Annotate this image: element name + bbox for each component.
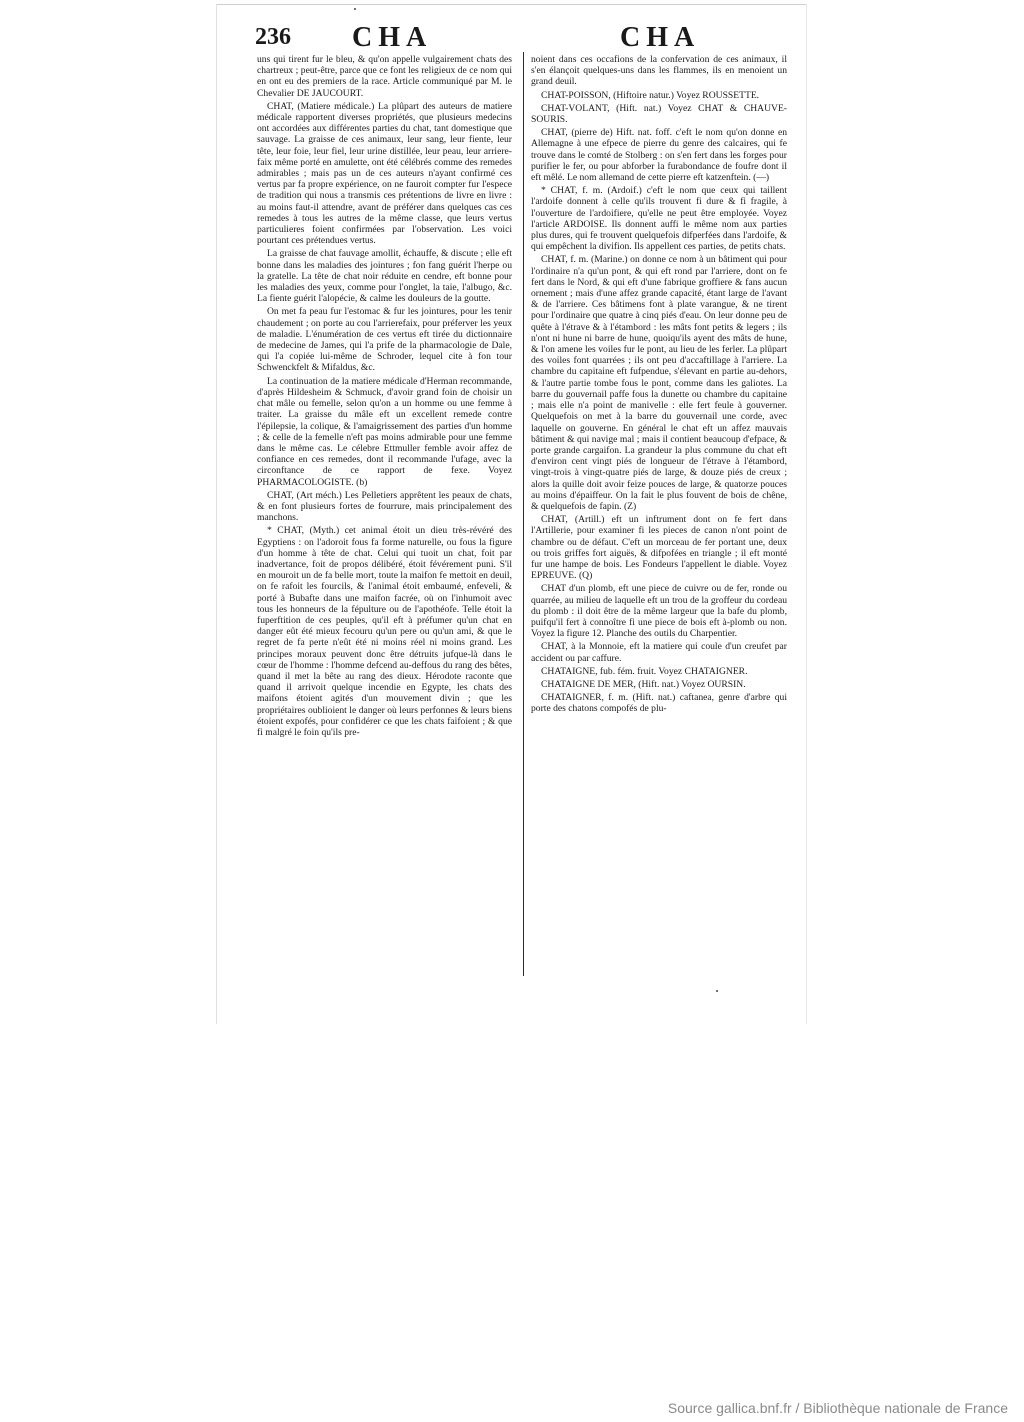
paragraph: On met fa peau fur l'estomac & fur les jointures, pour les tenir chaudement ; on porte au cou l'arrierefaix, pour préferver les yeux de maladie. L'énumération de ces vertus eft tirée du dictionnaire de medecine de James, qui l'a prife de la pharmacologie de Dale, qui l'a copiée lui-même de Schroder, lequel cite à fon tour Schwenckfelt & Mifaldus, &c. — [257, 306, 512, 374]
paragraph: CHATAIGNE DE MER, (Hift. nat.) Voyez OURSIN. — [541, 678, 746, 690]
paragraph: CHAT d'un plomb, eft une piece de cuivre ou de fer, ronde ou quarrée, au milieu de laquelle eft un trou de la groffeur du cordeau du plomb : il doit être de la même largeur que la bafe du plomb, puifqu'il fert à connoître fi une piece de bois eft à-plomb ou non. Voyez la figure 12. Planche des outils du Charpentier. — [531, 583, 787, 640]
paragraph: CHAT-VOLANT, (Hift. nat.) Voyez CHAT & CHAUVE-SOURIS. — [531, 102, 787, 126]
paragraph: CHAT-POISSON, (Hiftoire natur.) Voyez ROUSSETTE. — [541, 89, 760, 101]
paragraph: CHAT, à la Monnoie, eft la matiere qui coule d'un creufet par accident ou par caffure. — [531, 641, 787, 664]
paragraph: La graisse de chat fauvage amollit, échauffe, & discute ; elle eft bonne dans les maladies des jointures ; fon fang guérit l'herpe ou la gratelle. La tête de chat noir réduite en cendre, eft bonne pour les maladies des yeux, comme pour l'onglet, la taie, l'albugo, &c. La fiente guérit l'alopécie, & calme les douleurs de la goutte. — [257, 248, 512, 305]
right-text-column — [531, 54, 787, 717]
scan-frame-right — [806, 4, 807, 1024]
running-head-left: CHA — [352, 22, 433, 53]
scan-frame-top — [216, 4, 806, 5]
left-text-column — [257, 54, 512, 740]
paragraph: CHAT, (Matiere médicale.) La plûpart des auteurs de matiere médicale rapportent diverses propriétés, que plusieurs medecins ont accordées aux différentes parties du chat, tant domestique que sauvage. La graisse de ces animaux, leur sang, leur fiente, leur tête, leur foie, leur fiel, leur urine distillée, leur peau, leur arriere-faix même porté en amulette, ont été célébrés comme des remedes admirables ; mais pas un de ces auteurs n'ayant confirmé ces vertus par fa propre expérience, on ne fauroit compter fur l'espece de tradition qui nous a transmis ces prétentions de livre en livre : au moins faut-il attendre, avant de préférer dans quelques cas ces remedes à tous les autres de la même classe, que leurs vertus particulieres foient confirmées par l'observation. Les voici pourtant ces prétendues vertus. — [257, 100, 512, 247]
column-divider — [523, 52, 524, 976]
paragraph: noient dans ces occafions de la confervation de ces animaux, il s'en élançoit quelques-uns dans les flammes, ils en menoient un grand deuil. — [531, 54, 787, 88]
paragraph: CHAT, (Art méch.) Les Pelletiers apprêtent les peaux de chats, & en font plusieurs fortes de fourrure, mais principalement des manchons. — [257, 489, 512, 524]
running-head-right: CHA — [620, 22, 701, 53]
paragraph: CHATAIGNER, f. m. (Hift. nat.) caftanea, genre d'arbre qui porte des chatons compofés de plu- — [531, 692, 787, 715]
scan-speck — [354, 8, 356, 10]
paragraph: CHAT, (pierre de) Hift. nat. foff. c'eft le nom qu'on donne en Allemagne à une efpece de pierre du genre des calcaires, qui fe trouve dans le comté de Stolberg : on s'en fert dans les forges pour purifier le fer, ou pour abforber la furabondance de foufre dont il eft mêlé. Le nom allemand de cette pierre eft katzenftein. (—) — [531, 127, 787, 184]
paragraph: CHATAIGNE, fub. fém. fruit. Voyez CHATAIGNER. — [541, 665, 748, 677]
page-number: 236 — [255, 24, 291, 50]
source-credit: Source gallica.bnf.fr / Bibliothèque nationale de France — [667, 1400, 1008, 1416]
paragraph: * CHAT, (Myth.) cet animal étoit un dieu très-révéré des Egyptiens : on l'adoroit fous fa forme naturelle, ou fous la figure d'un homme à tête de chat. Celui qui tuoit un chat, foit par inadvertance, foit de propos délibéré, étoit févérement puni. S'il en mouroit un de fa belle mort, toute la maifon fe mettoit en deuil, on fe rafoit les fourcils, & l'animal étoit embaumé, enfeveli, & porté à Bubafte dans une maifon facrée, où on l'inhumoit avec tous les honneurs de la fépulture ou de l'apothéofe. Telle étoit la fuperftition de ces peuples, qu'il eft à préfumer qu'un chat en danger eût été mieux fecouru qu'un pere ou qu'un ami, & que le regret de fa perte n'eût été ni moins réel ni moins grand. Les principes moraux peuvent donc être détruits jufque-là dans le cœur de l'homme : l'homme defcend au-deffous du rang des bêtes, quand il met la bête au rang des dieux. Hérodote raconte que quand il arrivoit quelque incendie en Egypte, les chats des maifons étoient agités d'un mouvement divin ; que les propriétaires oublioient le danger où leurs perfonnes & leurs biens étoient expofés, pour confidérer ce que les chats faifoient ; & que fi malgré le foin qu'ils pre- — [257, 525, 512, 738]
paragraph: CHAT, f. m. (Marine.) on donne ce nom à un bâtiment qui pour l'ordinaire n'a qu'un pont, & qui eft rond par l'arriere, dont on fe fert dans le Nord, & qui eft d'une fabrique groffiere & fans aucun ornement ; mais d'une affez grande capacité, étant large de l'avant & de l'arriere. Ces bâtimens font à plate varangue, & ne tirent pour l'ordinaire que quatre à cinq piés d'eau. On leur donne peu de quête à l'étrave & à l'étambord : les mâts font petits & legers ; ils n'ont ni hune ni barre de hune, quoiqu'ils ayent des mâts de hune, & l'on amene les voiles fur le pont, au lieu de les ferler. La plûpart des voiles font quarrées ; ils ont peu d'accaftillage à l'arriere. La chambre du capitaine eft fufpendue, s'élevant en partie au-dehors, & l'autre partie tombe fous le pont, comme dans les galiotes. La barre du gouvernail paffe fous la dunette ou chambre du capitaine ; mais elle n'a point de manivelle : elle fert feule à gouverner. Quelquefois on met à la barre du gouvernail une corde, avec laquelle on gouverne. En général le chat eft un affez mauvais bâtiment & qui navige mal ; mais il contient beaucoup d'efpace, & porte grande cargaifon. La grandeur la plus commune du chat eft d'environ cent vingt piés de longueur de l'étrave à l'étambord, vingt-trois à vingt-quatre piés de large, & douze piés de creux ; alors la quille doit avoir feize pouces de large, & quatorze pouces au moins d'épaiffeur. On la fait le plus fouvent de bois de chêne, & quelquefois de fapin. (Z) — [531, 254, 787, 512]
paragraph: * CHAT, f. m. (Ardoif.) c'eft le nom que ceux qui taillent l'ardoife donnent à celle qu'ils trouvent fi dure & fi fragile, à l'ouverture de l'ardoifiere, qu'elle ne peut être employée. Voyez l'article ARDOISE. Ils donnent auffi le même nom aux parties plus dures, qui fe trouvent quelquefois difperfées dans l'ardoife, & qui empêchent la divifion. Ils appellent ces parties, de petits chats. — [531, 185, 787, 253]
scan-frame-left — [216, 4, 217, 1024]
paragraph: uns qui tirent fur le bleu, & qu'on appelle vulgairement chats des chartreux ; peut-être, parce que ce font les religieux de ce nom qui en ont eu des premiers de la race. Article communiqué par M. le Chevalier DE JAUCOURT. — [257, 54, 512, 99]
paragraph: CHAT, (Artill.) eft un inftrument dont on fe fert dans l'Artillerie, pour examiner fi les pieces de canon n'ont point de chambre ou de défaut. C'eft un morceau de fer portant une, deux ou trois griffes fort aiguës, & difpofées en triangle ; il eft monté fur une hampe de bois. Les Fondeurs l'appellent le diable. Voyez EPREUVE. (Q) — [531, 514, 787, 582]
scan-speck — [716, 990, 718, 992]
paragraph: La continuation de la matiere médicale d'Herman recommande, d'après Hildesheim & Schmuck, d'avoir grand foin de choisir un chat mâle ou femelle, selon qu'on a un homme ou une femme à traiter. La graisse du mâle eft un excellent remede contre l'épilepsie, la colique, & l'amaigrissement des parties d'un homme ; & celle de la femelle n'eft pas moins admirable pour une femme dans le même cas. Le célebre Ettmuller femble avoir affez de confiance en ces remedes, dont il recommande l'ufage, avec la circonftance de ce rapport de fexe. Voyez PHARMACOLOGISTE. (b) — [257, 375, 512, 488]
